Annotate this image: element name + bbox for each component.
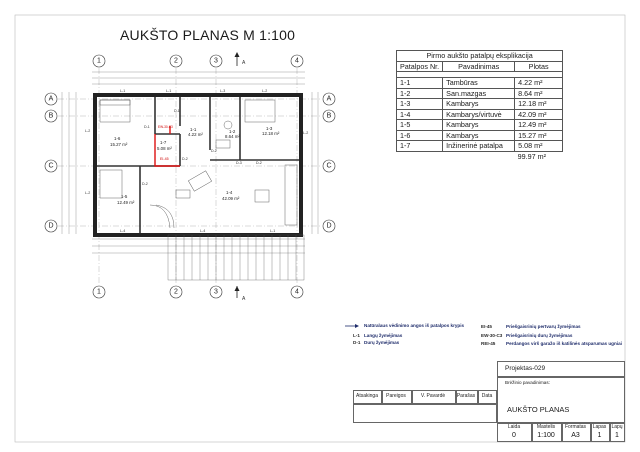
window-tag: L-2 xyxy=(303,131,309,135)
meta-header: Lapų xyxy=(611,424,623,430)
fire-rating-tag: EI-45 xyxy=(160,157,169,161)
meta-value: A3 xyxy=(571,432,580,439)
door-tag: D-2 xyxy=(142,182,148,186)
room-name: Kambarys xyxy=(443,120,515,131)
explication-header: Patalpos Nr. xyxy=(397,61,443,72)
explication-caption: Pirmo aukšto patalpų eksplikacija xyxy=(397,51,563,62)
room-name: Tambūras xyxy=(443,78,515,89)
axis-row-label: A xyxy=(48,95,54,103)
room-area: 8.64 m² xyxy=(225,134,240,139)
meta-header: Formatas xyxy=(564,424,587,430)
drawing-name: AUKŠTO PLANAS xyxy=(507,405,570,414)
room-area: 42.09 m² xyxy=(222,196,240,201)
room-name: Kambarys/virtuvė xyxy=(443,109,515,120)
window-tag: L-4 xyxy=(120,229,126,233)
room-number: 1-2 xyxy=(397,88,443,99)
legend-text: Natūralaus vėdinimo angos iš patalpos krypis xyxy=(364,323,465,328)
axis-column-label: 3 xyxy=(214,288,218,296)
room-area: 42.09 m² xyxy=(515,109,563,120)
room-area: 12.18 m² xyxy=(262,131,280,136)
sign-header: V. Pavardė xyxy=(420,393,446,399)
sign-header: Atsakinga xyxy=(356,393,378,399)
sign-header: Parašas xyxy=(456,393,476,399)
door-tag: D-2 xyxy=(211,149,217,153)
signature-blank-row xyxy=(353,404,497,423)
room-name: San.mazgas xyxy=(443,88,515,99)
room-name: Inžinerinė patalpa xyxy=(443,141,515,152)
meta-value: 1:100 xyxy=(537,432,555,439)
bed xyxy=(245,100,275,122)
window-tag: L-1 xyxy=(120,89,126,93)
section-mark-label: A xyxy=(242,60,246,66)
room-number: 1-4 xyxy=(397,109,443,120)
room-area: 15.27 m² xyxy=(110,142,128,147)
meta-value: 0 xyxy=(512,432,516,439)
total-area: 99.97 m² xyxy=(517,151,547,161)
legend-text: Langų žymėjimas xyxy=(364,333,403,338)
room-area: 12.18 m² xyxy=(515,99,563,110)
axis-column-label: 3 xyxy=(214,57,218,65)
ventilation-arrow-icon xyxy=(345,323,359,329)
section-mark-label: A xyxy=(242,296,246,302)
explication-header: Pavadinimas xyxy=(443,61,515,72)
door-tag: D-2 xyxy=(256,161,262,165)
sofa xyxy=(188,171,211,191)
plan-title: AUKŠTO PLANAS M 1:100 xyxy=(120,27,296,43)
door-tag: D-2 xyxy=(182,157,188,161)
axis-column-label: 1 xyxy=(97,57,101,65)
window-tag: L-2 xyxy=(85,191,91,195)
legend-text: Priešgaisrinių durų žymėjimas xyxy=(506,333,573,338)
section-mark-bottom xyxy=(235,286,247,302)
room-number: 1-4 xyxy=(226,190,233,195)
project-name: Projektas-029 xyxy=(505,365,546,372)
room-number: 1-1 xyxy=(397,78,443,89)
room-number: 1-1 xyxy=(190,127,197,132)
window-tag: L-1 xyxy=(270,229,276,233)
legend-text: Durų žymėjimas xyxy=(364,340,400,345)
window-tag: L-1 xyxy=(166,89,172,93)
room-number: 1-7 xyxy=(160,140,167,145)
room-area: 15.27 m² xyxy=(515,130,563,141)
axis-column-label: 1 xyxy=(97,288,101,296)
room-area: 12.49 m² xyxy=(515,120,563,131)
room-number: 1-5 xyxy=(397,120,443,131)
axis-row-label: B xyxy=(48,112,54,120)
bed xyxy=(100,170,122,198)
axis-grid-lines xyxy=(58,68,322,285)
drawing-name-label: Brėžinio pavadinimas: xyxy=(505,380,550,385)
room-name: Kambarys xyxy=(443,130,515,141)
sign-header: Data xyxy=(481,393,493,399)
legend-symbol: EI-45 xyxy=(481,324,492,329)
axis-row-label: C xyxy=(326,162,332,170)
interior-walls xyxy=(97,97,299,233)
room-area: 4.22 m² xyxy=(515,78,563,89)
legend-symbol: REI-45 xyxy=(481,341,496,346)
axis-row-label: D xyxy=(48,222,54,230)
room-number: 1-6 xyxy=(397,130,443,141)
meta-value: 1 xyxy=(615,432,619,439)
axis-column-label: 4 xyxy=(295,57,299,65)
door-tag: D-3 xyxy=(236,161,242,165)
room-area: 5.08 m² xyxy=(157,146,172,151)
door-tag: D-1 xyxy=(144,125,150,129)
room-number: 1-6 xyxy=(114,136,121,141)
axis-bubbles xyxy=(45,55,335,298)
fire-rating-tag: EW-30-C3 xyxy=(158,125,173,129)
meta-value: 1 xyxy=(597,432,602,439)
room-number: 1-3 xyxy=(266,126,273,131)
axis-column-label: 4 xyxy=(295,288,299,296)
bed xyxy=(100,100,130,122)
legend-symbol: L-1 xyxy=(353,333,360,338)
room-area: 5.08 m² xyxy=(515,141,563,152)
spiral-stair xyxy=(150,205,170,228)
room-number: 1-5 xyxy=(121,194,128,199)
section-mark-top xyxy=(235,52,247,66)
bathtub xyxy=(216,140,230,148)
legend-symbol: D-1 xyxy=(353,340,361,345)
axis-row-label: A xyxy=(326,95,332,103)
room-number: 1-2 xyxy=(229,129,236,134)
room-area: 4.22 m² xyxy=(188,132,203,137)
door-tag: D-1 xyxy=(174,109,180,113)
sign-header: Pareigos xyxy=(386,393,406,399)
legend-text: Perdangos virš garažo iš katilinės atsparumas ugniai xyxy=(506,341,622,346)
room-name: Kambarys xyxy=(443,99,515,110)
window-tag: L-2 xyxy=(85,129,91,133)
window-tag: L-2 xyxy=(262,89,268,93)
meta-header: Lapas xyxy=(592,424,607,430)
axis-row-label: B xyxy=(326,112,332,120)
opening-tags xyxy=(85,89,308,233)
kitchen-counter xyxy=(285,165,297,225)
explication-header: Plotas xyxy=(515,61,563,72)
legend-symbol: EW-30-C3 xyxy=(481,333,503,338)
dining-table xyxy=(255,190,269,202)
window-tag: L-4 xyxy=(200,229,206,233)
axis-row-label: D xyxy=(326,222,332,230)
room-area: 12.49 m² xyxy=(117,200,135,205)
washbasin xyxy=(224,121,232,129)
meta-header: Laida xyxy=(507,424,521,430)
armchair xyxy=(176,190,190,198)
furniture xyxy=(100,100,297,228)
room-number: 1-3 xyxy=(397,99,443,110)
window-tag: L-3 xyxy=(220,89,226,93)
axis-column-label: 2 xyxy=(174,288,178,296)
room-number: 1-7 xyxy=(397,141,443,152)
axis-column-label: 2 xyxy=(174,57,178,65)
legend-text: Priešgaisrinių pertvarų žymėjimas xyxy=(506,324,581,329)
room-area: 8.64 m² xyxy=(515,88,563,99)
meta-header: Mastelis xyxy=(536,424,556,430)
terrace xyxy=(168,235,304,280)
axis-row-label: C xyxy=(48,162,54,170)
